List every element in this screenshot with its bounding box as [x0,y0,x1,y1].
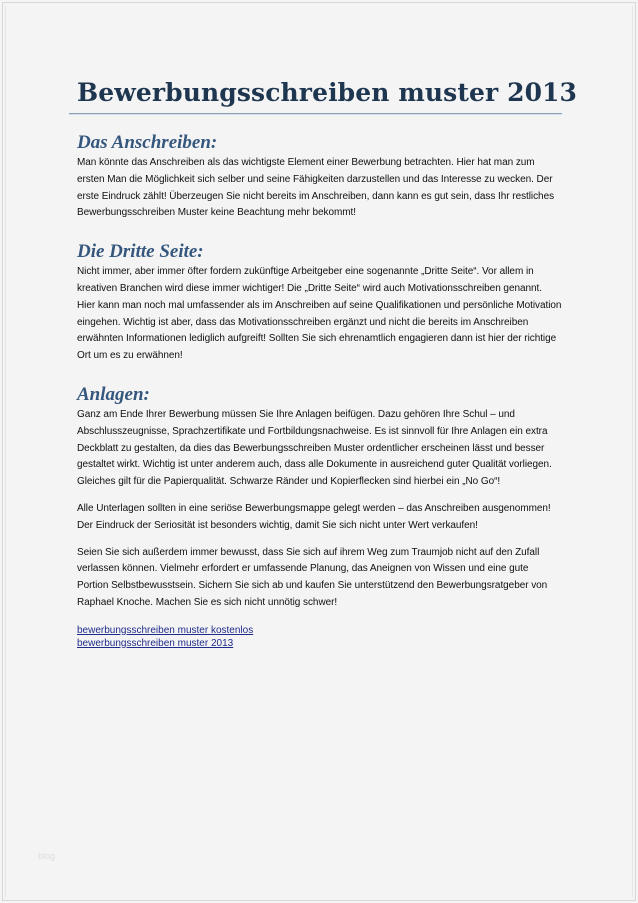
section-paragraph: Nicht immer, aber immer öfter fordern zukünftige Arbeitgeber eine sogenannte „Dritte Seite“. Vor allem in kreativen Branchen wird diese immer wichtiger! Die „Dritte Seite“ wird auch Motivationsschreiben genannt. Hier kann man noch mal umfassender als im Anschreiben auf seine Qualifikationen und persönliche Motivation eingehen. Wichtig ist aber, dass das Motivationsschreiben ergänzt und nicht die bereits im Anschreiben erwähnten Informationen lediglich aufgreift! Sollten Sie sich ehrenamtlich engagieren dann ist hier der richtige Ort um es zu erwähnen! [77,266,562,362]
section-heading-dritte-seite: Die Dritte Seite: [77,241,204,263]
footer-watermark: blog [38,851,56,861]
document-title: Bewerbungsschreiben muster 2013 [77,78,578,107]
related-links [77,624,562,650]
document-body [77,78,578,650]
section-paragraph: Man könnte das Anschreiben als das wichtigste Element einer Bewerbung betrachten. Hier hat man zum ersten Man die Möglichkeit sich selber und seine Fähigkeiten darzustellen und das Interesse zu wecken. Der erste Eindruck zählt! Überzeugen Sie nicht bereits im Anschreiben, dann kann es gut sein, dass Ihr restliches Bewerbungsschreiben Muster keine Beachtung mehr bekommt! [77,157,555,219]
section-paragraph: Alle Unterlagen sollten in eine seriöse Bewerbungsmappe gelegt werden – das Anschreiben ausgenommen! Der Eindruck der Seriosität ist besonders wichtig, damit Sie sich nicht unter Wert verkaufen! [77,502,551,531]
link-muster-kostenlos[interactable]: bewerbungsschreiben muster kostenlos [77,624,254,636]
section-heading-anlagen: Anlagen: [77,383,150,405]
section-paragraph: Seien Sie sich außerdem immer bewusst, dass Sie sich auf ihrem Weg zum Traumjob nicht auf den Zufall verlassen können. Vielmehr erfordert er umfassende Planung, das Aneignen von Wissen und eine gute Portion Selbstbewusstsein. Sichern Sie sich ab und kaufen Sie unterstützend den Bewerbungsratgeber von Raphael Knoche. Machen Sie es sich nicht unnötig schwer! [77,546,548,608]
section-paragraph: Ganz am Ende Ihrer Bewerbung müssen Sie Ihre Anlagen beifügen. Dazu gehören Ihre Schul – und Abschlusszeugnisse, Sprachzertifikate und Fortbildungsnachweise. Es ist sinnvoll für Ihre Anlagen ein extra Deckblatt zu gestalten, da dies das Bewerbungsschreiben Muster ordentlicher erscheinen lässt und besser gestaltet wirkt. Wichtig ist unter anderem auch, dass alle Dokumente in ausreichend guter Qualität vorliegen. Gleiches gilt für die Papierqualität. Schwarze Ränder und Kopierflecken sind hierbei ein „No Go“! [77,408,552,488]
link-muster-2013[interactable]: bewerbungsschreiben muster 2013 [77,637,234,649]
section-heading-anschreiben: Das Anschreiben: [77,132,218,153]
